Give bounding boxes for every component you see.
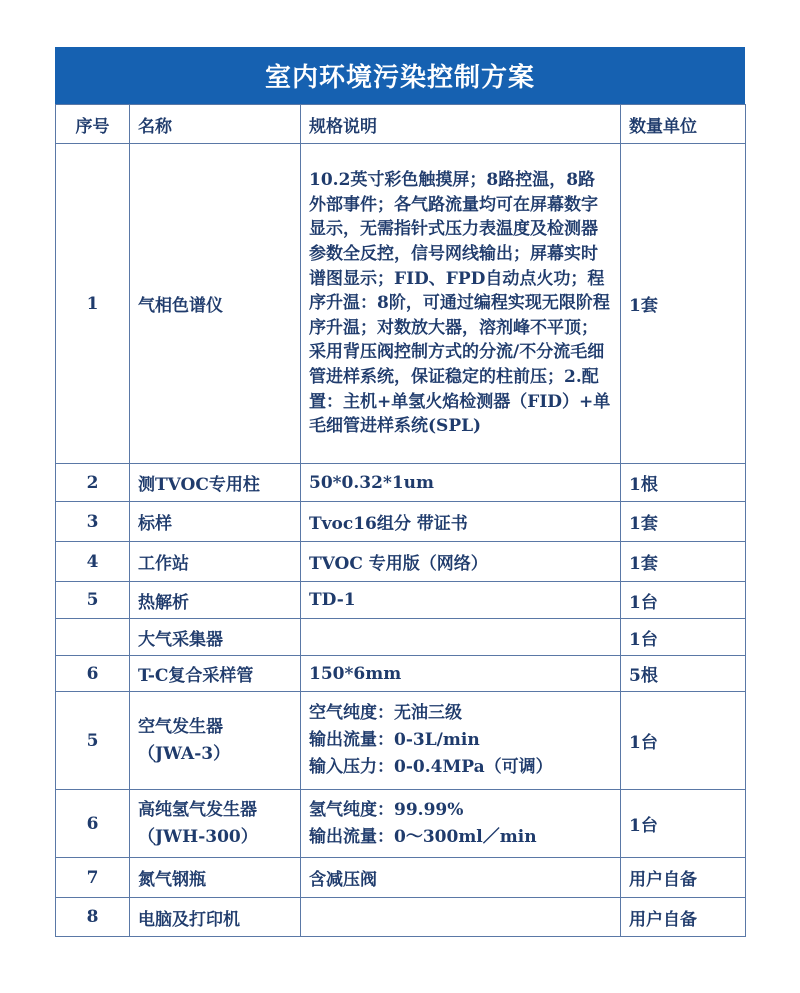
cell-name [130, 542, 301, 582]
header-spec: 规格说明 [301, 105, 621, 144]
table-row [56, 144, 746, 464]
cell-no: 4 [56, 542, 130, 582]
table-row [56, 858, 746, 898]
cell-spec-line: TD-1 [309, 590, 356, 610]
header-qty: 数量单位 [621, 105, 746, 144]
cell-qty: 1台 [621, 582, 746, 619]
cell-no: 2 [56, 464, 130, 502]
cell-spec-line: Tvoc16组分 带证书 [309, 514, 468, 534]
cell-qty: 用户自备 [621, 898, 746, 937]
cell-name-line: 标样 [138, 514, 172, 534]
cell-name-line: 测TVOC专用柱 [138, 475, 260, 495]
table-row [56, 898, 746, 937]
cell-name-line: 空气发生器 [138, 716, 223, 737]
table-row [56, 502, 746, 542]
cell-name [130, 144, 301, 464]
cell-no: 5 [56, 692, 130, 790]
cell-spec-line: 输出流量：0～300ml／min [309, 826, 537, 847]
cell-spec [301, 619, 621, 656]
cell-qty: 1台 [621, 790, 746, 858]
cell-name-line: 电脑及打印机 [138, 909, 240, 930]
cell-no: 3 [56, 502, 130, 542]
cell-qty: 1根 [621, 464, 746, 502]
cell-spec-line: TVOC 专用版（网络） [309, 554, 488, 574]
cell-spec [301, 898, 621, 937]
cell-name-line: （JWA-3） [138, 743, 231, 764]
cell-name-line: （JWH-300） [138, 826, 258, 847]
cell-name [130, 858, 301, 898]
header-no: 序号 [56, 105, 130, 144]
cell-spec-line: 50*0.32*1um [309, 472, 435, 493]
table-row [56, 656, 746, 692]
cell-name [130, 582, 301, 619]
table-row [56, 464, 746, 502]
cell-spec-line: 氢气纯度：99.99% [309, 799, 464, 820]
cell-no: 6 [56, 656, 130, 692]
cell-no: 6 [56, 790, 130, 858]
cell-name-line: 热解析 [138, 592, 189, 613]
cell-spec-line: 150*6mm [309, 663, 402, 684]
solution-table [55, 104, 746, 937]
cell-name [130, 502, 301, 542]
header-row [56, 105, 746, 144]
cell-spec-line: 含减压阀 [309, 870, 377, 890]
cell-no: 5 [56, 582, 130, 619]
header-name: 名称 [130, 105, 301, 144]
cell-spec [301, 502, 621, 542]
cell-spec [301, 858, 621, 898]
cell-name-line: 工作站 [138, 554, 189, 574]
cell-spec [301, 790, 621, 858]
cell-name [130, 692, 301, 790]
cell-name-line: 大气采集器 [138, 629, 223, 650]
cell-qty: 1套 [621, 502, 746, 542]
cell-no: 8 [56, 898, 130, 937]
cell-spec-line: 输入压力：0-0.4MPa（可调） [309, 757, 553, 777]
cell-spec [301, 542, 621, 582]
cell-spec-line: 空气纯度：无油三级 [309, 703, 462, 723]
table-title: 室内环境污染控制方案 [55, 47, 745, 104]
cell-name [130, 464, 301, 502]
cell-spec [301, 692, 621, 790]
cell-qty: 1台 [621, 692, 746, 790]
cell-qty: 5根 [621, 656, 746, 692]
cell-name-line: T-C复合采样管 [138, 666, 254, 686]
cell-qty: 1套 [621, 542, 746, 582]
cell-qty: 用户自备 [621, 858, 746, 898]
cell-name [130, 619, 301, 656]
table-row [56, 582, 746, 619]
cell-spec-line: 10.2英寸彩色触摸屏；8路控温，8路外部事件；各气路流量均可在屏幕数字显示，无需指针式压力表温度及检测器参数全反控，信号网线输出；屏幕实时谱图显示；FID、FPD自动点火功；程序升温：8阶，可通过编程实现无限阶程序升温；对数放大器，溶剂峰不平顶；采用背压阀控制方式的分流/不分流毛细管进样系统，保证稳定的柱前压；2.配置：主机+单氢火焰检测器（FID）+单毛细管进样系统(SPL) [309, 170, 611, 437]
cell-spec [301, 464, 621, 502]
cell-no: 7 [56, 858, 130, 898]
table-row [56, 619, 746, 656]
cell-spec [301, 144, 621, 464]
cell-qty: 1套 [621, 144, 746, 464]
table-row [56, 692, 746, 790]
table-row [56, 790, 746, 858]
cell-spec-line: 输出流量：0-3L/min [309, 730, 480, 750]
cell-qty: 1台 [621, 619, 746, 656]
cell-name [130, 656, 301, 692]
cell-no [56, 619, 130, 656]
cell-name-line: 气相色谱仪 [138, 296, 223, 316]
cell-name [130, 898, 301, 937]
cell-name-line: 高纯氢气发生器 [138, 799, 257, 820]
cell-spec [301, 582, 621, 619]
cell-no: 1 [56, 144, 130, 464]
cell-spec [301, 656, 621, 692]
cell-name [130, 790, 301, 858]
table-row [56, 542, 746, 582]
solution-table-container [55, 47, 745, 937]
cell-name-line: 氮气钢瓶 [138, 870, 206, 890]
